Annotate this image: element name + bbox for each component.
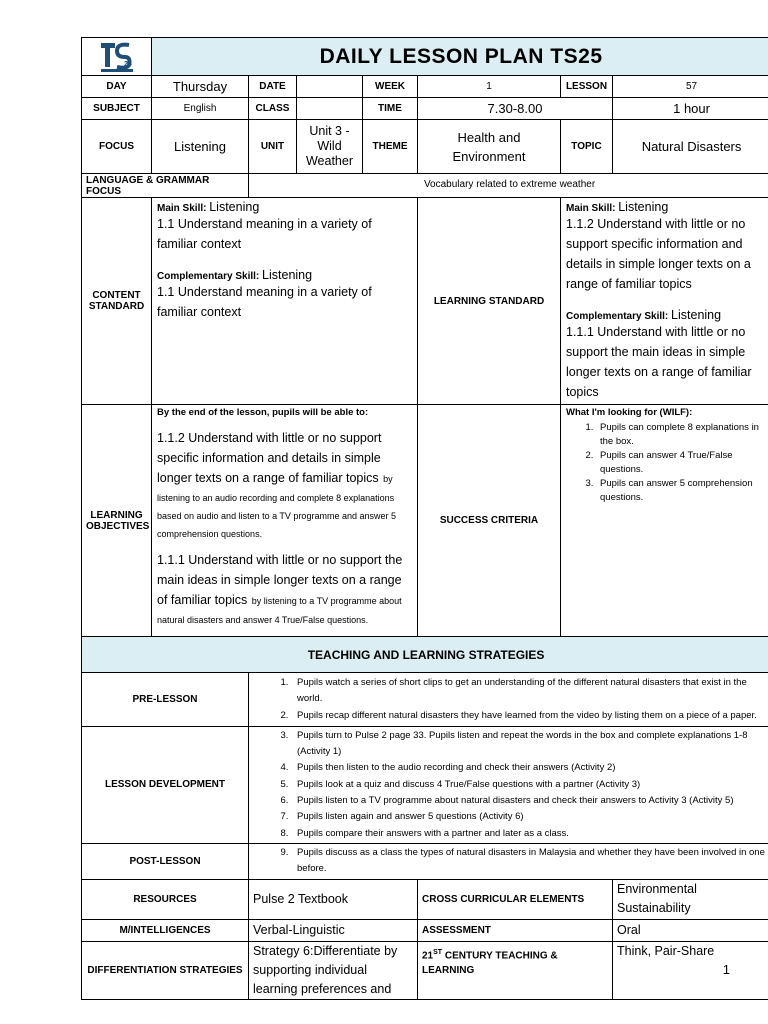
lesson-development-list <box>253 728 766 842</box>
post-lesson-cell <box>249 843 768 879</box>
subject-value: English <box>152 98 249 120</box>
learning-objectives-cell <box>152 405 418 637</box>
language-focus-value: Vocabulary related to extreme weather <box>249 174 768 198</box>
ls-comp-skill: Listening <box>671 308 722 322</box>
objective-1-main: 1.1.2 Understand with little or no support specific information and details in simple longer texts on a range of familiar topics <box>157 431 382 485</box>
ls-main-skill-label: Main Skill: <box>566 203 616 214</box>
subject-label: SUBJECT <box>82 98 152 120</box>
wilf-list <box>566 421 765 505</box>
list-item: 7. Pupils listen again and answer 5 questions (Activity 6) <box>291 809 766 825</box>
day-value: Thursday <box>152 76 249 98</box>
objective-1-detail: by listening to an audio recording and complete 8 explanations based on audio and listen to a TV programme and answer 5 comprehension questions. <box>157 474 396 539</box>
post-lesson-label: POST-LESSON <box>82 843 249 879</box>
week-label: WEEK <box>363 76 418 98</box>
list-item: 1. Pupils can complete 8 explanations in the box. <box>596 421 765 449</box>
ls-main-text: 1.1.2 Understand with little or no support specific information and details in simple longer texts on a range of familiar topics <box>566 217 751 291</box>
class-value <box>297 98 363 120</box>
success-criteria-label: SUCCESS CRITERIA <box>418 405 561 637</box>
list-item: 9. Pupils discuss as a class the types of natural disasters in Malaysia and whether they have been involved in one before. <box>291 845 766 878</box>
unit-value: Unit 3 - Wild Weather <box>297 120 363 174</box>
ls-main-skill: Listening <box>618 200 669 214</box>
cs-main-skill: Listening <box>209 200 260 214</box>
differentiation-label: DIFFERENTIATION STRATEGIES <box>82 941 249 999</box>
c21-label-prefix: 21 <box>422 949 434 961</box>
resources-label: RESOURCES <box>82 879 249 919</box>
list-item: 8. Pupils compare their answers with a partner and later as a class. <box>291 826 766 842</box>
m-intelligences-value: Verbal-Linguistic <box>249 919 418 941</box>
assessment-label: ASSESSMENT <box>418 919 613 941</box>
pre-lesson-label: PRE-LESSON <box>82 673 249 727</box>
list-item: 1. Pupils watch a series of short clips to get an understanding of the different natural disasters that exist in the world. <box>291 675 766 708</box>
cs-comp-skill-label: Complementary Skill: <box>157 271 260 282</box>
date-label: DATE <box>249 76 297 98</box>
objectives-intro: By the end of the lesson, pupils will be able to: <box>157 407 369 418</box>
learning-objectives-label: LEARNING OBJECTIVES <box>82 405 152 637</box>
content-standard-label: CONTENT STANDARD <box>82 198 152 405</box>
logo-text: 25 <box>123 60 132 68</box>
theme-label: THEME <box>363 120 418 174</box>
c21-label <box>418 941 613 999</box>
logo-cell <box>82 38 152 76</box>
lesson-development-label: LESSON DEVELOPMENT <box>82 726 249 843</box>
ls-comp-text: 1.1.1 Understand with little or no support the main ideas in simple longer texts on a range of familiar topics <box>566 325 752 399</box>
content-standard-cell <box>152 198 418 405</box>
lesson-plan-table <box>81 37 768 1000</box>
class-label: CLASS <box>249 98 297 120</box>
list-item: 5. Pupils look at a quiz and discuss 4 True/False questions with a partner (Activity 3) <box>291 777 766 793</box>
page-number: 1 <box>722 962 730 977</box>
theme-value: Health and Environment <box>418 120 561 174</box>
cross-curricular-label: CROSS CURRICULAR ELEMENTS <box>418 879 613 919</box>
c21-value: Think, Pair-Share <box>613 941 768 999</box>
list-item: 2. Pupils recap different natural disasters they have learned from the video by listing them on a piece of a paper. <box>291 708 766 724</box>
time-label: TIME <box>363 98 418 120</box>
post-lesson-list <box>253 845 766 878</box>
success-criteria-cell <box>561 405 768 637</box>
list-item: 6. Pupils listen to a TV programme about natural disasters and check their answers to Activity 3 (Activity 5) <box>291 793 766 809</box>
language-focus-label: LANGUAGE & GRAMMAR FOCUS <box>82 174 249 198</box>
unit-label: UNIT <box>249 120 297 174</box>
differentiation-value: Strategy 6:Differentiate by supporting individual learning preferences and <box>249 941 418 999</box>
list-item: 3. Pupils can answer 5 comprehension questions. <box>596 477 765 505</box>
cs-comp-text: 1.1 Understand meaning in a variety of familiar context <box>157 285 372 319</box>
resources-value: Pulse 2 Textbook <box>249 879 418 919</box>
topic-label: TOPIC <box>561 120 613 174</box>
lesson-development-cell <box>249 726 768 843</box>
wilf-title: What I'm looking for (WILF): <box>566 407 693 418</box>
assessment-value: Oral <box>613 919 768 941</box>
lesson-value: 57 <box>613 76 768 98</box>
list-item: 4. Pupils then listen to the audio recording and check their answers (Activity 2) <box>291 760 766 776</box>
learning-standard-cell <box>561 198 768 405</box>
ts25-logo-icon <box>99 39 135 75</box>
cross-curricular-value: Environmental Sustainability <box>613 879 768 919</box>
time-value: 7.30-8.00 <box>418 98 613 120</box>
objective-2-main: 1.1.1 Understand with little or no support the main ideas in simple longer texts on a range of familiar topics <box>157 553 403 607</box>
strategies-title: TEACHING AND LEARNING STRATEGIES <box>82 637 768 673</box>
cs-main-skill-label: Main Skill: <box>157 203 207 214</box>
pre-lesson-list <box>253 675 766 724</box>
pre-lesson-cell <box>249 673 768 727</box>
lesson-plan-sheet <box>81 37 768 1000</box>
date-value <box>297 76 363 98</box>
c21-label-rest: CENTURY TEACHING & LEARNING <box>422 949 558 976</box>
list-item: 2. Pupils can answer 4 True/False questions. <box>596 449 765 477</box>
learning-standard-label: LEARNING STANDARD <box>418 198 561 405</box>
c21-label-sup: ST <box>433 948 443 956</box>
duration-value: 1 hour <box>613 98 768 120</box>
focus-label: FOCUS <box>82 120 152 174</box>
lesson-label: LESSON <box>561 76 613 98</box>
focus-value: Listening <box>152 120 249 174</box>
objective-2-detail: by listening to a TV programme about natural disasters and answer 4 True/False questions. <box>157 596 402 625</box>
cs-main-text: 1.1 Understand meaning in a variety of familiar context <box>157 217 372 251</box>
ls-comp-skill-label: Complementary Skill: <box>566 311 669 322</box>
cs-comp-skill: Listening <box>262 268 313 282</box>
m-intelligences-label: M/INTELLIGENCES <box>82 919 249 941</box>
list-item: 3. Pupils turn to Pulse 2 page 33. Pupils listen and repeat the words in the box and complete explanations 1-8 (Activity 1) <box>291 728 766 761</box>
day-label: DAY <box>82 76 152 98</box>
page-title: DAILY LESSON PLAN TS25 <box>152 38 768 76</box>
topic-value: Natural Disasters <box>613 120 768 174</box>
week-value: 1 <box>418 76 561 98</box>
